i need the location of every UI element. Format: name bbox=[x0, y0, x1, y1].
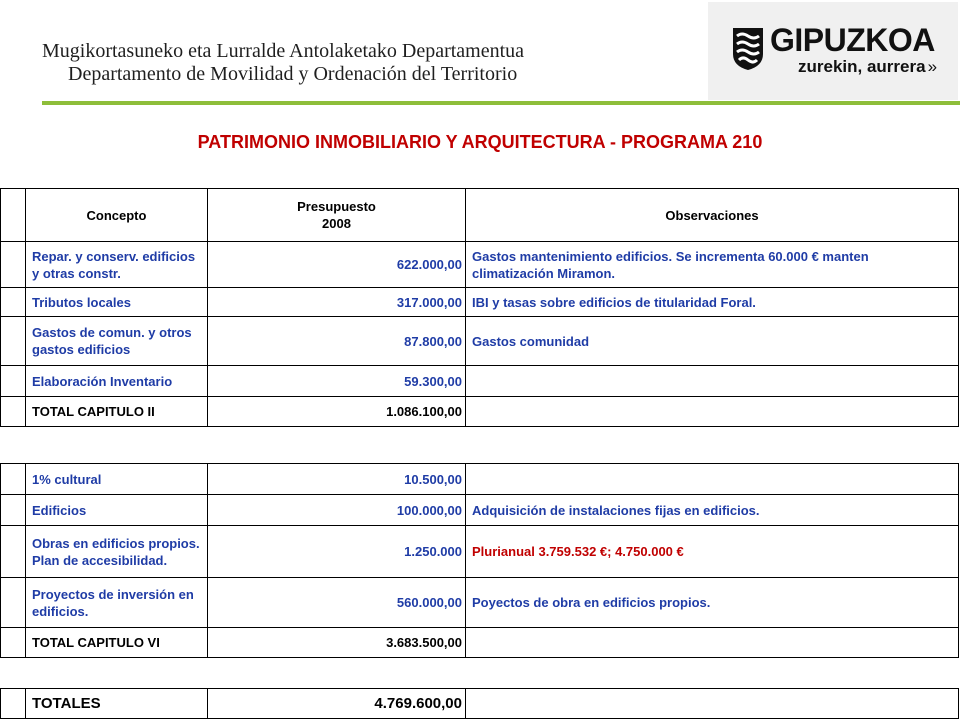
table-header-row bbox=[1, 189, 959, 242]
row-importe: 317.000,00 bbox=[208, 288, 466, 317]
row-importe: 87.800,00 bbox=[208, 317, 466, 366]
department-name-spanish: Departamento de Movilidad y Ordenación del Territorio bbox=[68, 63, 518, 85]
header-concepto: Concepto bbox=[26, 189, 208, 242]
logo-tagline: zurekin, aurrera » bbox=[798, 57, 938, 76]
table-row bbox=[1, 317, 959, 366]
grand-total-label: TOTALES bbox=[26, 689, 208, 719]
row-concepto: Repar. y conserv. edificios y otras constr. bbox=[26, 242, 208, 288]
row-concepto: Tributos locales bbox=[26, 288, 208, 317]
row-observaciones: Poyectos de obra en edificios propios. bbox=[466, 578, 959, 628]
row-importe: 560.000,00 bbox=[208, 578, 466, 628]
row-importe: 59.300,00 bbox=[208, 366, 466, 397]
total-label: TOTAL CAPITULO VI bbox=[26, 628, 208, 658]
budget-table-chapter-2 bbox=[0, 188, 959, 427]
table-row bbox=[1, 526, 959, 578]
grand-total-row bbox=[1, 689, 959, 719]
row-observaciones bbox=[466, 366, 959, 397]
table-row bbox=[1, 366, 959, 397]
budget-table-chapter-6 bbox=[0, 463, 959, 658]
grand-total-importe: 4.769.600,00 bbox=[208, 689, 466, 719]
row-concepto: Proyectos de inversión en edificios. bbox=[26, 578, 208, 628]
logo-name: GIPUZKOA bbox=[770, 22, 935, 58]
row-concepto: Elaboración Inventario bbox=[26, 366, 208, 397]
header-observaciones: Observaciones bbox=[466, 189, 959, 242]
row-concepto: Obras en edificios propios. Plan de accesibilidad. bbox=[26, 526, 208, 578]
table-row bbox=[1, 578, 959, 628]
gipuzkoa-shield-icon bbox=[733, 28, 763, 70]
row-concepto: 1% cultural bbox=[26, 464, 208, 495]
department-name bbox=[42, 40, 524, 86]
total-importe: 3.683.500,00 bbox=[208, 628, 466, 658]
gipuzkoa-logo bbox=[708, 2, 958, 100]
row-importe: 1.250.000 bbox=[208, 526, 466, 578]
row-observaciones: Adquisición de instalaciones fijas en edificios. bbox=[466, 495, 959, 526]
total-importe: 1.086.100,00 bbox=[208, 397, 466, 427]
row-importe: 622.000,00 bbox=[208, 242, 466, 288]
row-observaciones: Gastos mantenimiento edificios. Se incrementa 60.000 € manten climatización Miramon. bbox=[466, 242, 959, 288]
grand-total-table bbox=[0, 688, 959, 719]
row-observaciones: Plurianual 3.759.532 €; 4.750.000 € bbox=[466, 526, 959, 578]
header-divider bbox=[42, 101, 960, 105]
row-observaciones: IBI y tasas sobre edificios de titularidad Foral. bbox=[466, 288, 959, 317]
total-row bbox=[1, 628, 959, 658]
row-observaciones bbox=[466, 464, 959, 495]
table-row bbox=[1, 464, 959, 495]
header-presupuesto: Presupuesto 2008 bbox=[208, 189, 466, 242]
row-importe: 10.500,00 bbox=[208, 464, 466, 495]
total-row bbox=[1, 397, 959, 427]
page-title: PATRIMONIO INMOBILIARIO Y ARQUITECTURA - PROGRAMA 210 bbox=[197, 132, 763, 152]
double-chevron-icon: » bbox=[927, 57, 938, 76]
table-row bbox=[1, 495, 959, 526]
row-observaciones: Gastos comunidad bbox=[466, 317, 959, 366]
row-concepto: Gastos de comun. y otros gastos edificios bbox=[26, 317, 208, 366]
row-importe: 100.000,00 bbox=[208, 495, 466, 526]
table-row bbox=[1, 242, 959, 288]
total-label: TOTAL CAPITULO II bbox=[26, 397, 208, 427]
row-concepto: Edificios bbox=[26, 495, 208, 526]
table-row bbox=[1, 288, 959, 317]
department-name-basque: Mugikortasuneko eta Lurralde Antolaketako Departamentua bbox=[42, 40, 525, 62]
